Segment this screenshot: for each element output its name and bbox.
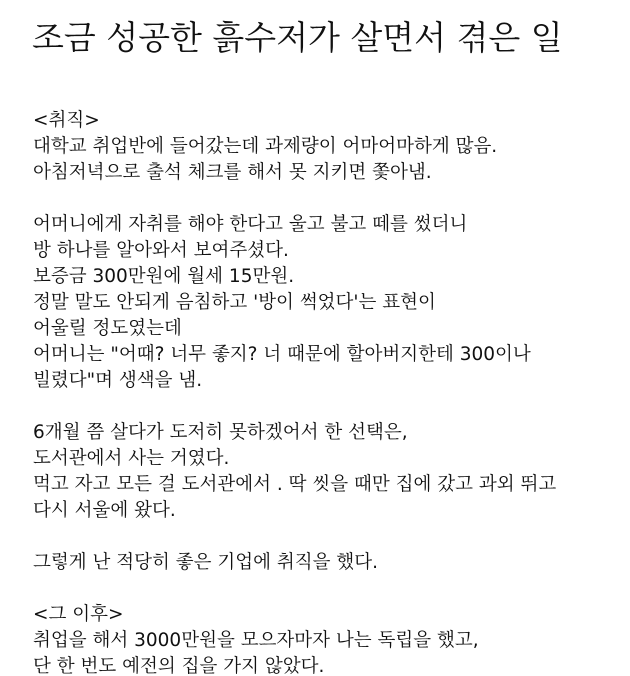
paragraph-gap bbox=[33, 186, 623, 212]
section-heading-afterwards: <그 이후> bbox=[33, 604, 124, 625]
text-line: 어머니에게 자취를 해야 한다고 울고 불고 떼를 썼더니 bbox=[33, 214, 468, 235]
document-body bbox=[33, 108, 623, 676]
text-line: 정말 말도 안되게 음침하고 '방이 썩었다'는 표현이 bbox=[33, 292, 436, 313]
text-line: 그렇게 난 적당히 좋은 기업에 취직을 했다. bbox=[33, 552, 378, 573]
text-line: 보증금 300만원에 월세 15만원. bbox=[33, 266, 295, 287]
paragraph-gap bbox=[33, 576, 623, 602]
text-line: 대학교 취업반에 들어갔는데 과제량이 어마어마하게 많음. bbox=[33, 136, 498, 157]
text-line: 먹고 자고 모든 걸 도서관에서 . 딱 씻을 때만 집에 갔고 과외 뛰고 bbox=[33, 474, 557, 495]
text-line: 도서관에서 사는 거였다. bbox=[33, 448, 230, 469]
text-line: 어울릴 정도였는데 bbox=[33, 318, 182, 339]
text-line: 6개월 쯤 살다가 도저히 못하겠어서 한 선택은, bbox=[33, 422, 408, 443]
text-line: 방 하나를 알아와서 보여주셨다. bbox=[33, 240, 289, 261]
text-line: 어머니는 "어때? 너무 좋지? 너 때문에 할아버지한테 300이나 bbox=[33, 344, 531, 365]
text-line: 취업을 해서 3000만원을 모으자마자 나는 독립을 했고, bbox=[33, 630, 479, 651]
paragraph-gap bbox=[33, 524, 623, 550]
paragraph-gap bbox=[33, 394, 623, 420]
text-line: 단 한 번도 예전의 집을 가지 않았다. bbox=[33, 656, 325, 676]
text-line: 다시 서울에 왔다. bbox=[33, 500, 176, 521]
page-title: 조금 성공한 흙수저가 살면서 겪은 일 bbox=[32, 18, 563, 57]
text-line: 아침저녁으로 출석 체크를 해서 못 지키면 쫓아냄. bbox=[33, 162, 432, 183]
text-line: 빌렸다"며 생색을 냄. bbox=[33, 370, 203, 391]
section-heading-employment: <취직> bbox=[33, 110, 100, 131]
